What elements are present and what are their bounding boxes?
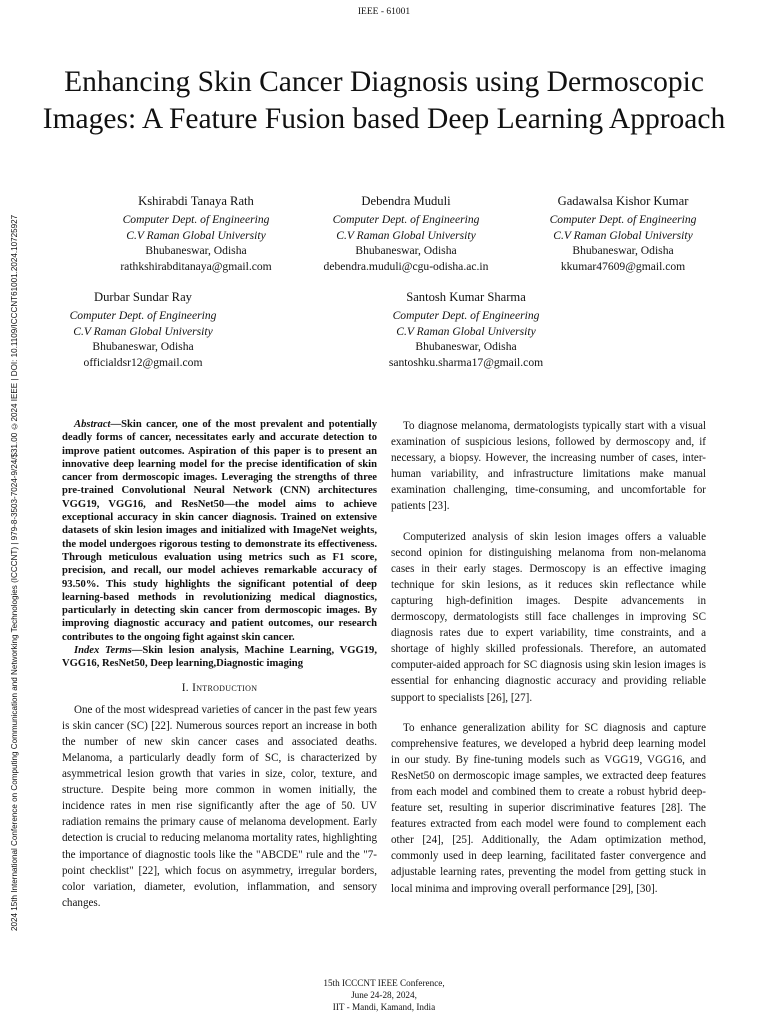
author-city: Bhubaneswar, Odisha: [572, 244, 674, 258]
author-city: Bhubaneswar, Odisha: [145, 244, 247, 258]
author-email[interactable]: santoshku.sharma17@gmail.com: [388, 356, 544, 370]
footer-line: June 24-28, 2024,: [351, 990, 417, 1000]
author-email[interactable]: officialdsr12@gmail.com: [83, 356, 203, 370]
abstract-lead: Abstract: [74, 419, 111, 430]
author-email[interactable]: kkumar47609@gmail.com: [560, 260, 686, 274]
author-block: [508, 192, 738, 275]
author-email[interactable]: debendra.muduli@cgu-odisha.ac.in: [323, 260, 489, 274]
page-footer: [0, 977, 768, 1013]
left-column: [62, 418, 377, 911]
body-paragraph: To diagnose melanoma, dermatologists typically start with a visual examination of suspicious lesions, followed by dermoscopy and, if necessary, a biopsy. However, the increasing number of cases, inter-human variability, and infrastructure limitations make manual examination challenging, time-consuming, and uncomfortable for patients [23].: [391, 420, 706, 513]
author-city: Bhubaneswar, Odisha: [415, 340, 517, 354]
author-dept: Computer Dept. of Engineering: [549, 213, 697, 226]
author-univ: C.V Raman Global University: [73, 324, 213, 338]
body-paragraph: To enhance generalization ability for SC diagnosis and capture comprehensive features, we developed a hybrid deep learning model in our study. By fine-tuning models such as VGG19, VGG16, and ResNet50 on dermoscopic image samples, we extracted deep features from each model and combined them to create a robust hybrid deep-feature set, resulting in superior discriminative features [28]. The features extracted from each model were found to complement each other [24], [25]. Additionally, the Adam optimization method, commonly used in deep learning, facilitated faster convergence and adjustable learning rates, preventing the model from getting stuck in local minima and improving overall performance [29], [30].: [391, 721, 706, 895]
author-name: Santosh Kumar Sharma: [406, 290, 526, 304]
abstract: [62, 418, 377, 644]
author-block: [28, 288, 258, 371]
intro-paragraph: One of the most widespread varieties of cancer in the past few years is skin cancer (SC) [22]. Numerous sources report an increase in both the number of new skin cancer cases and associated deaths. Melanoma, a particularly deadly form of SC, is characterized by asymmetrical lesion growth that varies in size, color, texture, and structure. Despite being more common in women initially, the incidence rates in men rise significantly after the age of 50. UV radiation remains the primary cause of melanoma development. Early detection is crucial to reducing melanoma mortality rates, highlighting the importance of diagnostic tools like the "ABCDE" rule and the "7-point checklist" [22], which focus on asymmetry, irregular borders, color variation, diameter, evolution, inflammation, and sensory changes.: [62, 703, 377, 909]
author-name: Gadawalsa Kishor Kumar: [557, 194, 689, 208]
index-terms-text: —Skin lesion analysis, Machine Learning, VGG19, VGG16, ResNet50, Deep learning,Diagnostic imaging: [62, 645, 377, 670]
index-terms: [62, 644, 377, 671]
footer-line: 15th ICCCNT IEEE Conference,: [323, 978, 445, 988]
author-univ: C.V Raman Global University: [396, 324, 536, 338]
author-dept: Computer Dept. of Engineering: [392, 309, 540, 322]
author-dept: Computer Dept. of Engineering: [332, 213, 480, 226]
author-name: Durbar Sundar Ray: [94, 290, 192, 304]
author-email[interactable]: rathkshirabditanaya@gmail.com: [120, 260, 272, 274]
author-block: [351, 288, 581, 371]
right-column: [391, 418, 706, 897]
body-paragraph: Computerized analysis of skin lesion images offers a valuable second opinion for distinguishing melanoma from non-melanoma cases in their early stages. Dermoscopy is an effective imaging technique for skin lesions, as it reduces skin reflectance while capturing high-definition images. Despite advancements in dermoscopy, dermatologists still face challenges in improving SC diagnosis rates due to expert variability, time constraints, and a shortage of highly skilled professionals. Therefore, an automated computer-aided approach for SC diagnosis using skin lesion images is essential for enhancing diagnostic accuracy and providing reliable support to specialists [26], [27].: [391, 530, 706, 704]
author-univ: C.V Raman Global University: [553, 228, 693, 242]
abstract-text: —Skin cancer, one of the most prevalent and potentially deadly forms of cancer, necessitates early and accurate detection to improve patient outcomes. Aspiration of this paper is to present an innovative deep learning model for the precise identification of skin cancer from dermoscopic images. Leveraging the strengths of three pre-trained Convolutional Neural Network (CNN) architectures VGG19, VGG16, and ResNet50—the model aims to achieve exceptional accuracy in skin cancer diagnosis. Trained on extensive datasets of skin lesion images and initialized with ImageNet weights, the model undergoes rigorous testing to demonstrate its effectiveness. Through meticulous evaluation using metrics such as F1 score, precision, and recall, our model achieves remarkable accuracy of 93.50%. This study highlights the significant potential of deep learning-based methods in revolutionizing medical diagnostics, particularly in detecting skin cancer from dermoscopic images. By improving diagnostic accuracy and patient outcomes, our research contributes to the ongoing fight against skin cancer.: [62, 419, 377, 643]
paper-title: Enhancing Skin Cancer Diagnosis using Dermoscopic Images: A Feature Fusion based Deep Learning Approach: [42, 66, 726, 135]
footer-line: IIT - Mandi, Kamand, India: [332, 1002, 436, 1012]
author-name: Kshirabdi Tanaya Rath: [138, 194, 254, 208]
running-header: IEEE - 61001: [357, 7, 411, 17]
author-dept: Computer Dept. of Engineering: [122, 213, 270, 226]
author-dept: Computer Dept. of Engineering: [69, 309, 217, 322]
author-univ: C.V Raman Global University: [336, 228, 476, 242]
author-block: [81, 192, 311, 275]
author-name: Debendra Muduli: [361, 194, 451, 208]
section-heading: I. Introduction: [181, 681, 258, 694]
side-copyright-note: 2024 15th International Conference on Computing Communication and Networking Technologies (ICCCNT) | 979-8-3503-7024-9/24/$31.00 ©2024 IEEE | DOI: 10.1109/ICCCNT61001.2024.10725927: [10, 214, 19, 931]
index-terms-lead: Index Terms: [74, 645, 132, 657]
author-univ: C.V Raman Global University: [126, 228, 266, 242]
author-block: [291, 192, 521, 275]
author-city: Bhubaneswar, Odisha: [355, 244, 457, 258]
author-city: Bhubaneswar, Odisha: [92, 340, 194, 354]
